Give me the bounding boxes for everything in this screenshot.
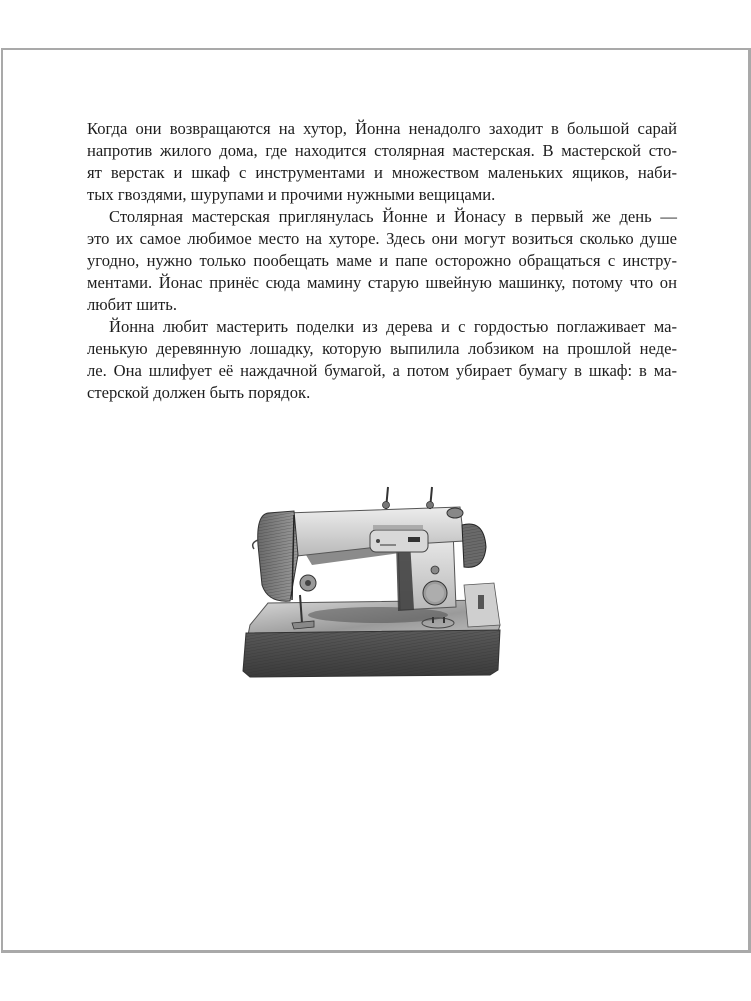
paragraph-1 [87,118,677,206]
text-line: ленькую деревянную лошадку, которую выпилила лобзиком на прошлой неде- [87,339,677,358]
text-line: ле. Она шлифует её наждачной бумагой, а потом убирает бумагу в шкаф: в ма- [87,361,677,380]
text-line: напротив жилого дома, где находится столярная мастерская. В мастерской сто- [87,141,677,160]
sewing-machine-icon [228,475,528,690]
text-line: Когда они возвращаются на хутор, Йонна ненадолго заходит в большой сарай [87,119,677,138]
text-line: тых гвоздями, шурупами и прочими нужными вещицами. [87,185,496,204]
text-line: ментами. Йонас принёс сюда мамину старую швейную машинку, потому что он [87,273,677,292]
paragraph-2 [87,206,677,316]
text-line: Столярная мастерская приглянулась Йонне и Йонасу в первый же день — [109,207,677,226]
paragraph-3 [87,316,677,404]
body-text [87,118,677,404]
text-line: стерской должен быть порядок. [87,383,311,402]
text-line: любит шить. [87,295,178,314]
text-line: Йонна любит мастерить поделки из дерева и с гордостью поглаживает ма- [109,317,677,336]
text-line: ят верстак и шкаф с инструментами и множеством маленьких ящиков, наби- [87,163,677,182]
text-line: угодно, нужно только пообещать маме и папе осторожно обращаться с инстру- [87,251,677,270]
text-line: это их самое любимое место на хуторе. Здесь они могут возиться сколько душе [87,229,677,248]
sewing-machine-illustration [228,475,528,690]
